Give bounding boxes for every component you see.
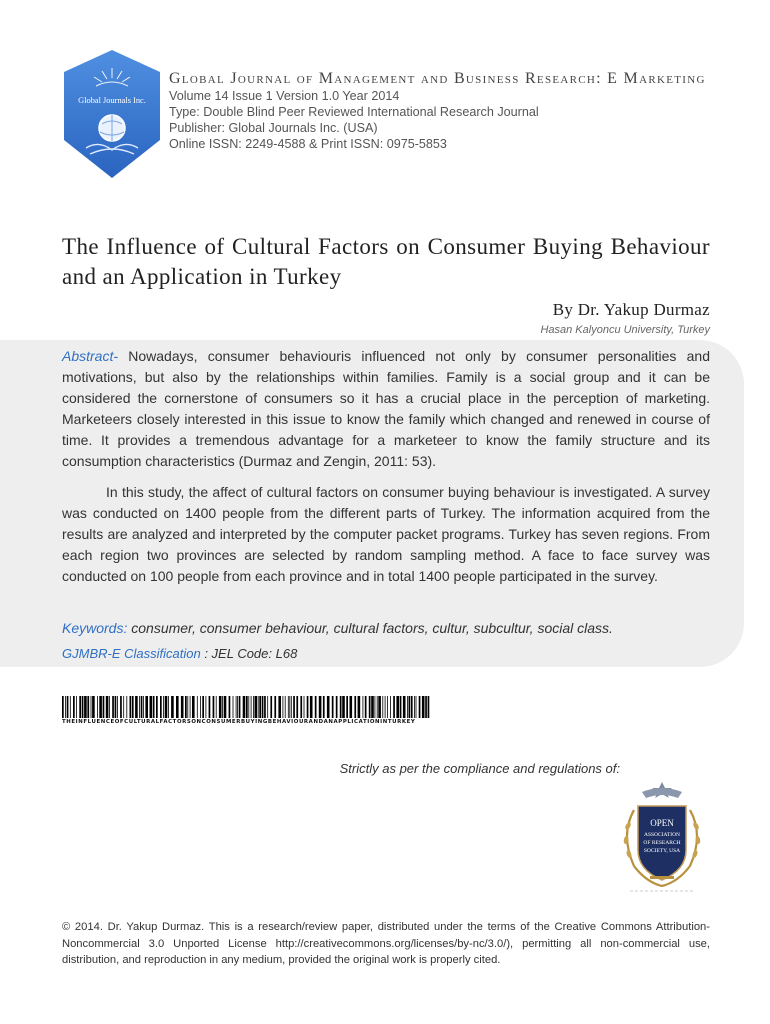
type-line: Type: Double Blind Peer Reviewed International Research Journal bbox=[169, 105, 539, 119]
affiliation: Hasan Kalyoncu University, Turkey bbox=[540, 324, 710, 336]
issn-line: Online ISSN: 2249-4588 & Print ISSN: 0975-5853 bbox=[169, 137, 447, 151]
journal-title: Global Journal of Management and Business Research: E Marketing bbox=[169, 70, 706, 87]
seal-line3: OF RESEARCH bbox=[643, 840, 681, 846]
publisher-line: Publisher: Global Journals Inc. (USA) bbox=[169, 121, 378, 135]
open-association-seal bbox=[612, 780, 712, 894]
global-journals-logo bbox=[62, 48, 162, 180]
classification-line bbox=[62, 643, 710, 664]
compliance-text: Strictly as per the compliance and regulations of: bbox=[339, 761, 620, 776]
keywords-line bbox=[62, 618, 710, 639]
paper-title: The Influence of Cultural Factors on Consumer Buying Behaviour and an Application in Turkey bbox=[62, 234, 710, 289]
classification-value: : JEL Code: L68 bbox=[200, 646, 298, 661]
journal-header bbox=[169, 70, 729, 152]
keywords-text: consumer, consumer behaviour, cultural factors, cultur, subcultur, social class. bbox=[127, 620, 613, 636]
license-text: © 2014. Dr. Yakup Durmaz. This is a research/review paper, distributed under the terms of the Creative Commons Attribution-Noncommercial 3.0 Unported License http://creativecommons.org/licenses/by-nc/3.0/), permitting all non-commercial use, distribution, and reproduction in any medium, provided the original work is properly cited. bbox=[62, 921, 710, 966]
abstract-label: Abstract- bbox=[62, 348, 119, 364]
seal-line2: ASSOCIATION bbox=[643, 832, 681, 838]
barcode bbox=[62, 696, 432, 718]
author: By Dr. Yakup Durmaz bbox=[552, 300, 710, 319]
keywords-label: Keywords: bbox=[62, 620, 128, 636]
seal-line4: SOCIETY, USA bbox=[643, 848, 681, 854]
abstract-paragraph bbox=[62, 346, 710, 472]
seal-line1: OPEN bbox=[650, 818, 674, 828]
logo-text: Global Journals Inc. bbox=[78, 96, 146, 105]
barcode-text: THEINFLUENCEOFCULTURALFACTORSONCONSUMERBUYINGBEHAVIOURANDANAPPLICATIONINTURKEY bbox=[62, 719, 416, 725]
study-paragraph: In this study, the affect of cultural factors on consumer buying behaviour is investigated. A survey was conducted on 1400 people from the different parts of Turkey. The information acquired from the results are analyzed and interpreted by the computer packet programs. Turkey has seven regions. From each region two provinces are selected by random sampling method. A face to face survey was conducted on 100 people from each province and in total 1400 people participated in the survey. bbox=[62, 484, 710, 584]
classification-label: GJMBR-E Classification bbox=[62, 646, 201, 661]
abstract-text: Nowadays, consumer behaviouris influenced not only by consumer personalities and motivations, but also by the relationships within families. Family is a social group and it can be considered the cornerstone of consumers so it has a crucial place in the perception of marketing. Marketeers closely interested in this issue to know the family which changed and renewed in course of time. It provides a tremendous advantage for a marketeer to know the family structure and its consumption characteristics (Durmaz and Zengin, 2011: 53). bbox=[62, 348, 710, 469]
volume-line: Volume 14 Issue 1 Version 1.0 Year 2014 bbox=[169, 89, 400, 103]
